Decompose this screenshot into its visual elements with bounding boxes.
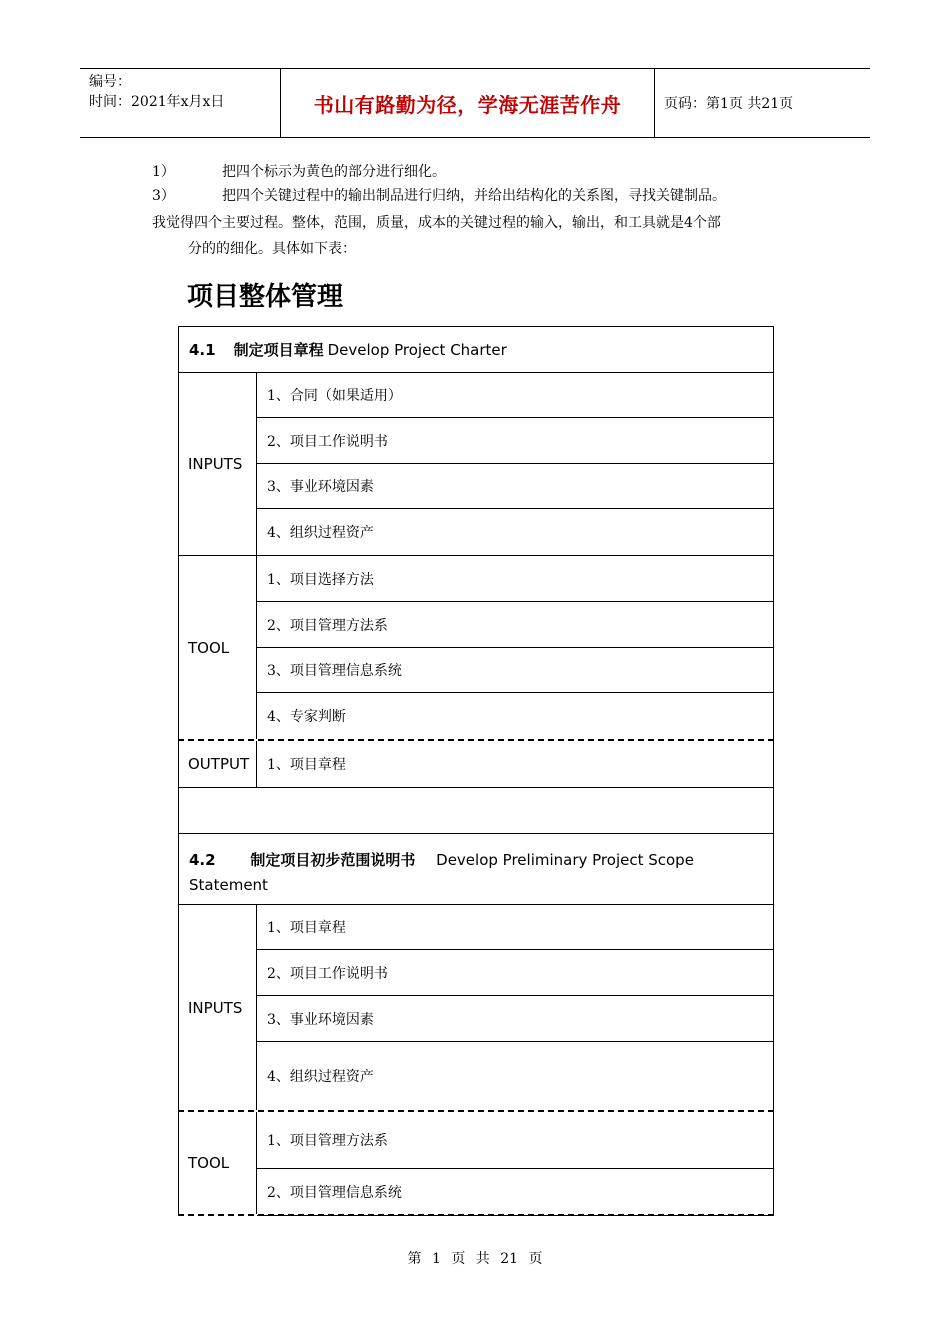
tool-group: [178, 1112, 774, 1216]
list-item: 3、事业环境因素: [257, 464, 773, 509]
intro-line-3: 我觉得四个主要过程。整体，范围，质量，成本的关键过程的输入，输出，和工具就是4个部: [152, 215, 721, 231]
output-label: OUTPUT: [179, 741, 257, 787]
footer-ye: 页: [451, 1251, 466, 1267]
intro-line-1: [152, 161, 446, 181]
motto: 书山有路勤为径，学海无涯苦作舟: [313, 92, 622, 117]
list-item: 2、项目管理信息系统: [267, 1185, 402, 1201]
output-group: [178, 741, 774, 788]
intro-line-1-text: 把四个标示为黄色的部分进行细化。: [222, 164, 446, 180]
footer-ye-2: 页: [528, 1251, 543, 1267]
inputs-group: [178, 373, 774, 556]
process-table: [178, 326, 774, 1216]
header-meta: [80, 69, 280, 137]
intro-line-1-num: 1）: [152, 164, 175, 180]
process-name-en: Develop Preliminary Project Scope Statement: [189, 851, 694, 894]
table-spacer: [178, 788, 774, 833]
list-item: 1、项目管理方法系: [257, 1112, 773, 1169]
list-item: 1、项目章程: [257, 905, 773, 950]
process-name-en: Develop Project Charter: [327, 340, 507, 359]
page-code: 页码：第1页 共21页: [664, 96, 794, 112]
intro-line-2-num: 3）: [152, 188, 175, 204]
inputs-label: INPUTS: [179, 905, 257, 1110]
header-motto-cell: [280, 69, 655, 137]
tool-label: TOOL: [179, 556, 257, 739]
process-header-4-2: [178, 833, 774, 905]
intro-line-2: [152, 185, 726, 205]
footer-di: 第: [407, 1251, 422, 1267]
list-item: 1、项目章程: [267, 757, 346, 773]
tool-group: [178, 556, 774, 741]
section-title: 项目整体管理: [187, 282, 344, 312]
header-page-cell: [654, 69, 870, 137]
inputs-group: [178, 905, 774, 1112]
process-header-4-1: [178, 326, 774, 373]
list-item: 2、项目工作说明书: [257, 418, 773, 464]
list-item: 4、组织过程资产: [267, 525, 374, 541]
list-item: 1、合同（如果适用）: [257, 373, 773, 418]
intro-line-2-text: 把四个关键过程中的输出制品进行归纳，并给出结构化的关系图，寻找关键制品。: [222, 188, 726, 204]
footer-page-number: 1: [431, 1251, 441, 1267]
page-header: [80, 68, 870, 138]
footer-total-pages: 21: [500, 1251, 519, 1267]
process-name-cn: 制定项目初步范围说明书: [250, 851, 416, 869]
process-number: 4.2: [189, 851, 216, 869]
inputs-label: INPUTS: [179, 373, 257, 555]
list-item: 3、项目管理信息系统: [257, 648, 773, 693]
number-label: 编号：: [89, 74, 131, 90]
list-item: 1、项目选择方法: [257, 556, 773, 602]
list-item: 2、项目管理方法系: [257, 602, 773, 648]
tool-label: TOOL: [179, 1112, 257, 1214]
list-item: 3、事业环境因素: [257, 996, 773, 1042]
page-footer: [0, 1248, 950, 1268]
list-item: 2、项目工作说明书: [257, 950, 773, 996]
footer-gong: 共: [475, 1251, 490, 1267]
list-item: 4、组织过程资产: [267, 1069, 374, 1085]
process-name-cn: 制定项目章程: [233, 341, 324, 359]
intro-line-4: 分的的细化。具体如下表：: [188, 241, 356, 257]
list-item: 4、专家判断: [267, 709, 346, 725]
time-label: 时间：2021年x月x日: [89, 94, 225, 110]
process-number: 4.1: [189, 340, 216, 359]
